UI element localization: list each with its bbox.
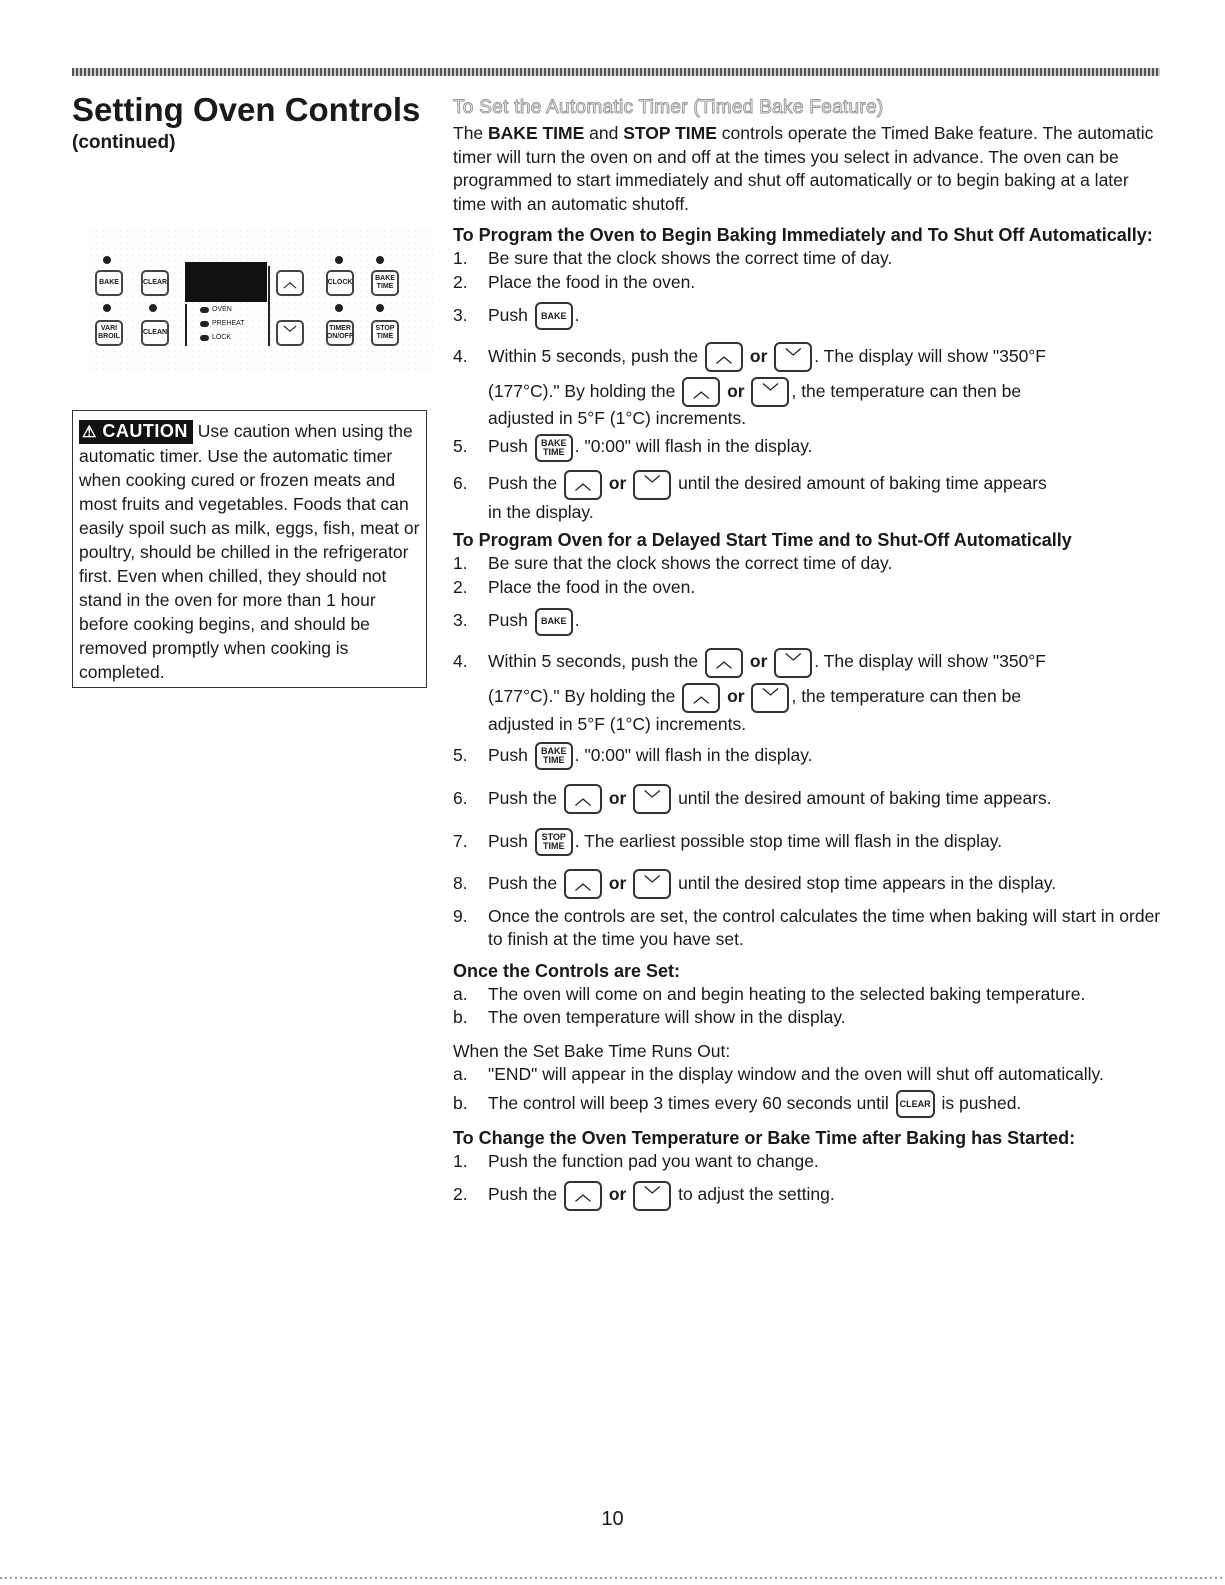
down-arrow-pad-icon: ﹀: [633, 1181, 671, 1211]
stop-time-pad-icon: STOP TIME: [535, 828, 573, 856]
clock-pad: CLOCK: [326, 270, 354, 296]
page-title: Setting Oven Controls: [72, 91, 421, 128]
once-set-list: [453, 983, 1163, 1030]
bake-pad-icon: BAKE: [535, 608, 573, 636]
step-item: 1. Be sure that the clock shows the correct time of day.: [453, 248, 893, 268]
indicator-led: [149, 304, 157, 312]
list-item: a. "END" will appear in the display window and the oven will shut off automatically.: [453, 1064, 1104, 1085]
up-arrow-pad-icon: ︿: [682, 683, 720, 713]
down-arrow-pad-icon: ﹀: [633, 869, 671, 899]
indicator-led: [335, 304, 343, 312]
panel-divider: [268, 266, 270, 346]
caution-text: Use caution when using the automatic timer. Use the automatic timer when cooking cured or frozen meats and most fruits and vegetables. Foods that can easily spoil such as milk, eggs, fish, meat or poultry, should be chilled in the refrigerator first. Even when chilled, they should not stand in the oven for more than 1 hour before cooking begins, and should be removed promptly when cooking is completed.: [79, 421, 420, 682]
lock-indicator: LOCK: [200, 334, 231, 341]
bottom-rule: [0, 1577, 1225, 1579]
stop-time-pad: STOP TIME: [371, 320, 399, 346]
right-column: [453, 96, 1163, 1215]
intro-paragraph: The BAKE TIME and STOP TIME controls operate the Timed Bake feature. The automatic timer will turn the oven on and off at the times you select in advance. The oven can be programmed to start immediately and shut off automatically or to begin baking at a later time with an automatic shutoff.: [453, 123, 1154, 214]
up-arrow-pad-icon: ︿: [276, 270, 304, 296]
clear-pad: CLEAR: [141, 270, 169, 296]
warning-triangle-icon: ⚠: [82, 424, 97, 441]
down-arrow-pad-icon: ﹀: [774, 342, 812, 372]
step-item: 2. Push the ︿ or ﹀ to adjust the setting.: [453, 1173, 1163, 1215]
step-item: 2. Place the food in the oven.: [453, 576, 696, 597]
step-item: 4. Within 5 seconds, push the ︿ or ﹀ . The display will show "350°F (177°C)." By holding the ︿ or ﹀ , the temperature can then be adjusted in 5°F (1°C) increments.: [453, 641, 1163, 734]
indicator-led: [103, 304, 111, 312]
preheat-indicator: PREHEAT: [200, 320, 245, 327]
clear-pad-icon: CLEAR: [896, 1090, 935, 1118]
down-arrow-pad-icon: ﹀: [633, 470, 671, 500]
down-arrow-pad-icon: ﹀: [751, 377, 789, 407]
up-arrow-pad-icon: ︿: [705, 648, 743, 678]
step-item: 5. Push BAKE TIME . "0:00" will flash in the display.: [453, 735, 1163, 775]
list-item: b. The oven temperature will show in the display.: [453, 1007, 846, 1028]
delayed-steps: [453, 552, 1163, 951]
timer-pad: TIMER ON/OFF: [326, 320, 354, 346]
list-item: a. The oven will come on and begin heating to the selected baking temperature.: [453, 983, 1086, 1004]
bake-pad-icon: BAKE: [535, 302, 573, 330]
display-window: [185, 262, 267, 302]
indicator-led: [335, 256, 343, 264]
page-number: 10: [601, 1508, 624, 1530]
up-arrow-pad-icon: ︿: [564, 470, 602, 500]
section-title: To Set the Automatic Timer (Timed Bake Feature): [453, 97, 884, 118]
bake-time-pad: BAKE TIME: [371, 270, 399, 296]
top-rule: [72, 68, 1160, 76]
indicator-led: [103, 256, 111, 264]
bake-pad: BAKE: [95, 270, 123, 296]
up-arrow-pad-icon: ︿: [705, 342, 743, 372]
list-item: b. The control will beep 3 times every 60 seconds until CLEAR is pushed.: [453, 1087, 1163, 1119]
step-item: 2. Place the food in the oven.: [453, 271, 696, 292]
delayed-heading: To Program Oven for a Delayed Start Time and to Shut-Off Automatically: [453, 530, 1072, 551]
left-column: [72, 90, 432, 154]
up-arrow-pad-icon: ︿: [682, 377, 720, 407]
up-arrow-pad-icon: ︿: [564, 784, 602, 814]
change-steps: [453, 1150, 1163, 1216]
page-subtitle: (continued): [72, 132, 176, 153]
step-item: 1. Push the function pad you want to change.: [453, 1150, 819, 1171]
up-arrow-pad-icon: ︿: [564, 1181, 602, 1211]
caution-badge: ⚠ CAUTION: [79, 420, 193, 444]
once-set-heading: Once the Controls are Set:: [453, 960, 681, 981]
down-arrow-pad-icon: ﹀: [774, 648, 812, 678]
indicator-led: [376, 304, 384, 312]
step-item: 8. Push the ︿ or ﹀ until the desired stop time appears in the display.: [453, 861, 1163, 905]
down-arrow-pad-icon: ﹀: [633, 784, 671, 814]
step-item: 5. Push BAKE TIME . "0:00" will flash in the display.: [453, 429, 1163, 463]
vari-broil-pad: VARI BROIL: [95, 320, 123, 346]
step-item: 7. Push STOP TIME . The earliest possible stop time will flash in the display.: [453, 821, 1163, 861]
immediate-steps: [453, 247, 1163, 521]
down-arrow-pad-icon: ﹀: [751, 683, 789, 713]
runs-out-list: [453, 1063, 1163, 1119]
step-item: 3. Push BAKE .: [453, 599, 1163, 641]
step-item: 1. Be sure that the clock shows the correct time of day.: [453, 553, 893, 574]
down-arrow-pad-icon: ﹀: [276, 320, 304, 346]
oven-indicator: OVEN: [200, 306, 232, 313]
runs-out-heading: When the Set Bake Time Runs Out:: [453, 1040, 731, 1061]
bake-time-pad-icon: BAKE TIME: [535, 742, 573, 770]
caution-box: [72, 410, 427, 688]
step-item: 3. Push BAKE .: [453, 294, 1163, 336]
step-item: 6. Push the ︿ or ﹀ until the desired amount of baking time appears.: [453, 775, 1163, 821]
step-item: 4. Within 5 seconds, push the ︿ or ﹀ . The display will show "350°F (177°C)." By holding the ︿ or ﹀ , the temperature can then be adjusted in 5°F (1°C) increments.: [453, 336, 1163, 429]
up-arrow-pad-icon: ︿: [564, 869, 602, 899]
step-item: 6. Push the ︿ or ﹀ until the desired amount of baking time appears in the display.: [453, 463, 1163, 521]
clean-pad: CLEAN: [141, 320, 169, 346]
bake-time-pad-icon: BAKE TIME: [535, 434, 573, 462]
immediate-heading: To Program the Oven to Begin Baking Immediately and To Shut Off Automatically:: [453, 225, 1153, 245]
control-panel-illustration: [88, 228, 433, 370]
panel-divider: [185, 304, 187, 346]
indicator-led: [376, 256, 384, 264]
change-heading: To Change the Oven Temperature or Bake Time after Baking has Started:: [453, 1127, 1076, 1148]
step-item: 9. Once the controls are set, the control calculates the time when baking will start in order to finish at the time you have set.: [453, 905, 1161, 950]
